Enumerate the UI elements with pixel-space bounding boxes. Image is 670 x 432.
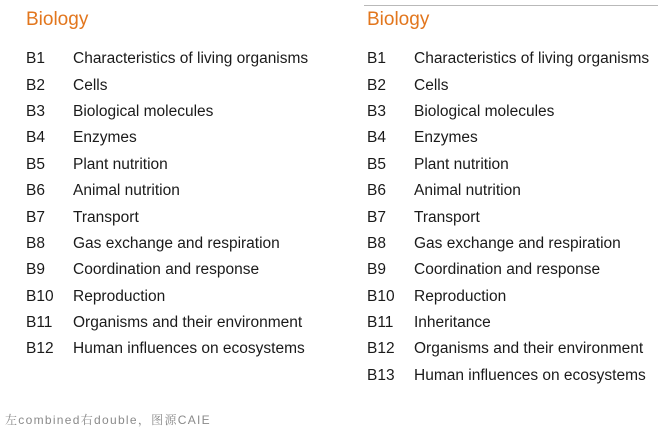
topic-code: B5 bbox=[367, 155, 386, 173]
topic-code: B9 bbox=[26, 261, 45, 279]
topic-row bbox=[26, 204, 308, 230]
divider bbox=[364, 5, 658, 6]
topic-code: B13 bbox=[367, 366, 395, 384]
topic-code: B10 bbox=[26, 287, 54, 305]
topic-name: Inheritance bbox=[414, 314, 491, 332]
image-caption: 左combined右double，图源CAIE bbox=[5, 413, 211, 427]
topic-row bbox=[367, 284, 649, 310]
topic-row bbox=[367, 178, 649, 204]
topic-name: Gas exchange and respiration bbox=[414, 234, 621, 252]
topic-code: B6 bbox=[26, 182, 45, 200]
topic-name: Gas exchange and respiration bbox=[73, 234, 280, 252]
topic-row bbox=[26, 72, 308, 98]
topic-name: Coordination and response bbox=[414, 261, 601, 279]
topic-row bbox=[26, 99, 308, 125]
topic-name: Animal nutrition bbox=[73, 182, 180, 200]
topic-code: B7 bbox=[367, 208, 386, 226]
topic-code: B4 bbox=[26, 129, 45, 147]
topic-name: Organisms and their environment bbox=[414, 340, 644, 358]
topic-name: Enzymes bbox=[73, 129, 137, 147]
topic-row bbox=[26, 46, 308, 72]
topic-name: Biological molecules bbox=[73, 102, 214, 120]
topic-row bbox=[26, 257, 308, 283]
topic-name: Cells bbox=[73, 76, 108, 94]
column-title: Biology bbox=[26, 9, 89, 30]
topic-row bbox=[367, 231, 649, 257]
topic-name: Plant nutrition bbox=[414, 155, 509, 173]
topic-code: B12 bbox=[367, 340, 395, 358]
topic-code: B3 bbox=[367, 102, 386, 120]
topic-list bbox=[26, 46, 308, 363]
topic-code: B10 bbox=[367, 287, 395, 305]
topic-code: B11 bbox=[367, 314, 394, 332]
topic-name: Characteristics of living organisms bbox=[414, 50, 650, 68]
topic-row bbox=[26, 152, 308, 178]
topic-row bbox=[367, 99, 649, 125]
topic-row bbox=[367, 257, 649, 283]
topic-code: B3 bbox=[26, 102, 45, 120]
topic-row bbox=[367, 336, 649, 362]
topic-code: B9 bbox=[367, 261, 386, 279]
topic-name: Reproduction bbox=[73, 287, 166, 305]
topic-code: B4 bbox=[367, 129, 386, 147]
topic-name: Animal nutrition bbox=[414, 182, 521, 200]
topic-name: Transport bbox=[414, 208, 480, 226]
topic-code: B5 bbox=[26, 155, 45, 173]
topic-code: B1 bbox=[26, 50, 45, 68]
topic-code: B7 bbox=[26, 208, 45, 226]
topic-list bbox=[367, 46, 649, 389]
topic-row bbox=[367, 46, 649, 72]
topic-row bbox=[367, 204, 649, 230]
topic-code: B8 bbox=[367, 234, 386, 252]
topic-name: Human influences on ecosystems bbox=[73, 340, 305, 358]
topic-row bbox=[367, 363, 649, 389]
column-title: Biology bbox=[367, 9, 430, 30]
topic-name: Human influences on ecosystems bbox=[414, 366, 646, 384]
topic-code: B2 bbox=[26, 76, 45, 94]
topic-row bbox=[26, 336, 308, 362]
topic-name: Reproduction bbox=[414, 287, 507, 305]
topic-code: B6 bbox=[367, 182, 386, 200]
topic-code: B1 bbox=[367, 50, 386, 68]
topic-row bbox=[367, 125, 649, 151]
topic-name: Enzymes bbox=[414, 129, 478, 147]
topic-name: Cells bbox=[414, 76, 449, 94]
topic-name: Transport bbox=[73, 208, 139, 226]
topic-name: Plant nutrition bbox=[73, 155, 168, 173]
topic-row bbox=[26, 178, 308, 204]
topic-row bbox=[367, 152, 649, 178]
topic-row bbox=[367, 72, 649, 98]
topic-code: B2 bbox=[367, 76, 386, 94]
topic-name: Coordination and response bbox=[73, 261, 260, 279]
topic-code: B12 bbox=[26, 340, 54, 358]
topic-name: Biological molecules bbox=[414, 102, 555, 120]
topic-code: B11 bbox=[26, 314, 53, 332]
topic-row bbox=[26, 310, 308, 336]
topic-code: B8 bbox=[26, 234, 45, 252]
topic-row bbox=[26, 231, 308, 257]
topic-name: Organisms and their environment bbox=[73, 314, 303, 332]
topic-row bbox=[26, 125, 308, 151]
topic-name: Characteristics of living organisms bbox=[73, 50, 309, 68]
topic-row bbox=[367, 310, 649, 336]
topic-row bbox=[26, 284, 308, 310]
